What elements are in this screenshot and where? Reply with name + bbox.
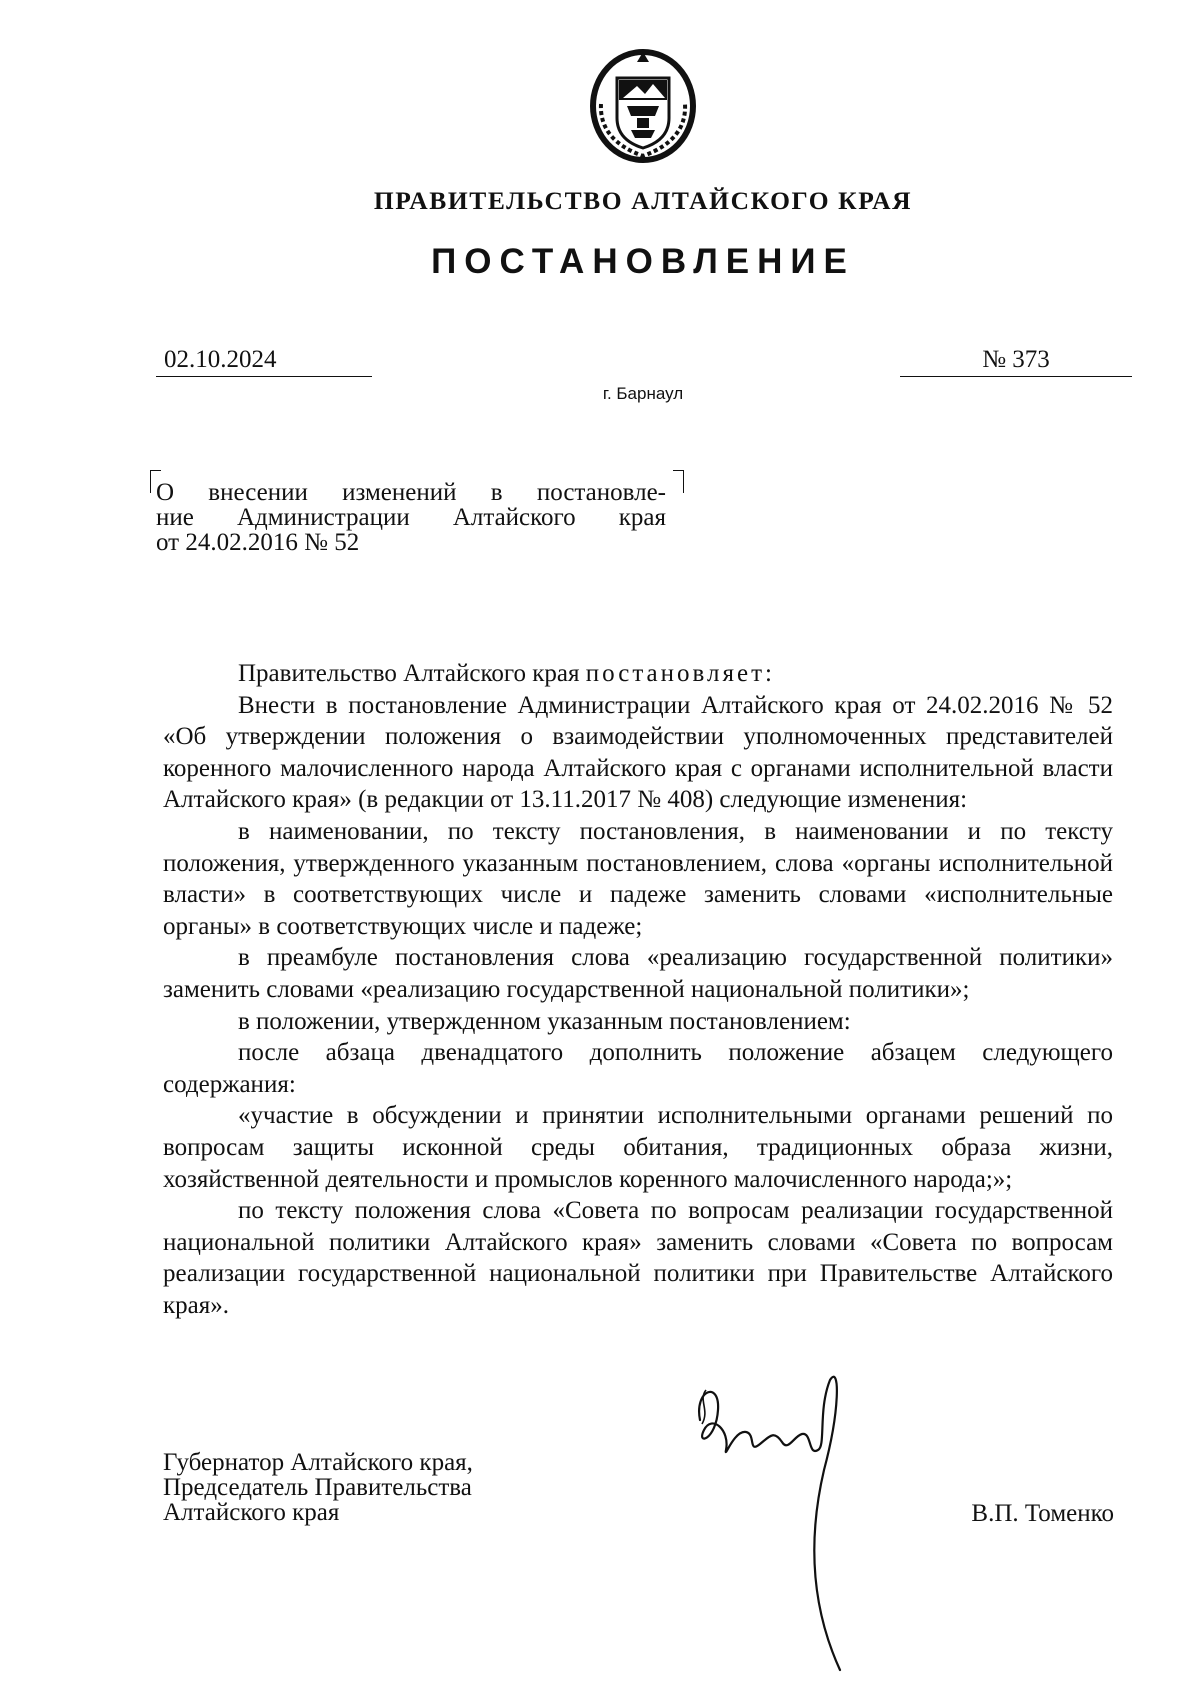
document-type-title: ПОСТАНОВЛЕНИЕ — [431, 242, 855, 281]
body-paragraph: в положении, утвержденном указанным постановлением: — [238, 1007, 851, 1035]
document-subject — [156, 480, 666, 555]
handwritten-signature — [690, 1370, 850, 1690]
subject-line: ние Администрации Алтайского края — [156, 504, 666, 531]
document-date: 02.10.2024 — [156, 346, 372, 377]
signatory-line: Алтайского края — [163, 1499, 340, 1526]
city-label: г. Барнаул — [602, 384, 684, 403]
intro-verb: постановляет: — [585, 660, 775, 687]
body-paragraph: после абзаца двенадцатого дополнить положение абзацем следующего содержания: — [163, 1039, 1113, 1098]
body-paragraph: «участие в обсуждении и принятии исполнительными органами решений по вопросам защиты исконной среды обитания, традиционных образа жизни, хозяйственной деятельности и промыслов коренного малочисленного народа;»; — [163, 1102, 1113, 1193]
signatory-line: Губернатор Алтайского края, — [163, 1449, 473, 1476]
body-paragraph: Внести в постановление Администрации Алтайского края от 24.02.2016 № 52 «Об утверждении положения о взаимодействии уполномоченных представителей коренного малочисленного народа Алтайского края с органами исполнительной власти Алтайского края» (в редакции от 13.11.2017 № 408) следующие изменения: — [163, 691, 1113, 814]
subject-bracket-left — [150, 470, 161, 493]
body-paragraph: в преамбуле постановления слова «реализацию государственной политики» заменить словами «реализацию государственной национальной политики»; — [163, 944, 1113, 1003]
body-paragraph: по тексту положения слова «Совета по вопросам реализации государственной национальной политики Алтайского края» заменить словами «Совета по вопросам реализации государственной национальной политики при Правительстве Алтайского края». — [163, 1197, 1113, 1319]
organization-name: ПРАВИТЕЛЬСТВО АЛТАЙСКОГО КРАЯ — [373, 186, 913, 215]
body-paragraph: в наименовании, по тексту постановления, в наименовании и по тексту положения, утвержденного указанным постановлением, слова «органы исполнительной власти» в соответствующих числе и падеже заменить словами «исполнительные органы» в соответствующих числе и падеже; — [163, 817, 1113, 940]
signatory-line: Председатель Правительства — [163, 1474, 472, 1501]
document-number: № 373 — [900, 346, 1132, 377]
signer-name: В.П. Томенко — [971, 1500, 1114, 1527]
document-body — [163, 658, 1113, 1321]
subject-line: от 24.02.2016 № 52 — [156, 529, 360, 556]
signatory-position — [163, 1450, 473, 1525]
resolution-intro — [163, 658, 1113, 690]
subject-bracket-right — [673, 470, 684, 493]
intro-lead: Правительство Алтайского края — [238, 660, 586, 687]
subject-line: О внесении изменений в постановле- — [156, 479, 666, 506]
coat-of-arms-emblem — [587, 44, 699, 164]
